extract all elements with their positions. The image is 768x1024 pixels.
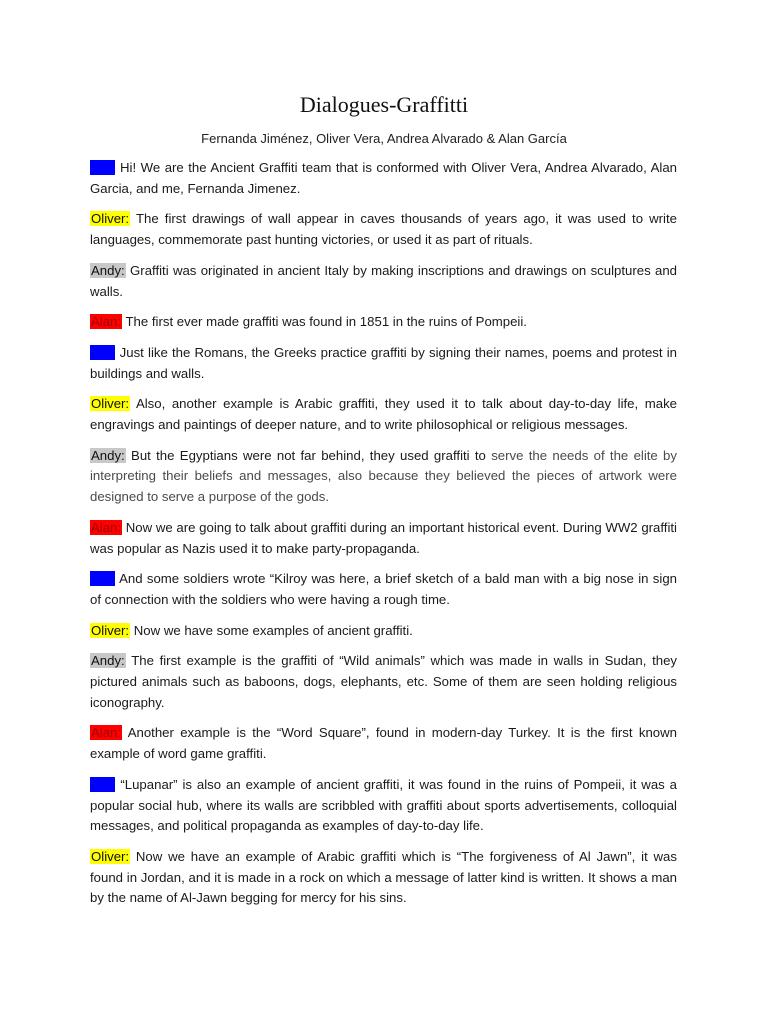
dialogue-paragraph	[90, 446, 677, 508]
dialogue-text: Now we are going to talk about graffiti during an important historical event. During WW2 graffiti was popular as Nazis used it to make party-propaganda.	[90, 519, 677, 556]
dialogue-text: But the Egyptians were not far behind, they used graffiti to	[131, 447, 486, 463]
dialogue-text: Now we have some examples of ancient graffiti.	[133, 622, 413, 638]
speaker-label-fer: Fer:	[91, 160, 115, 175]
speaker-label-andy: Andy:	[91, 262, 125, 278]
dialogue-text-continued: serve the needs of the elite by interpreting their beliefs and messages, also because they believed the pieces of artwork were designed to serve a purpose of the gods.	[90, 447, 677, 505]
dialogue-text: Now we have an example of Arabic graffiti which is “The forgiveness of Al Jawn”, it was found in Jordan, and it is made in a rock on which a message of latter kind is written. It shows a man by the name of Al-Jawn begging for mercy for his sins.	[90, 848, 677, 906]
speaker-label-fer: Fer:	[91, 571, 115, 587]
dialogue-paragraph	[90, 723, 677, 764]
dialogue-paragraph	[90, 209, 677, 250]
dialogue-paragraph	[90, 158, 677, 199]
dialogue-paragraph	[90, 775, 677, 837]
dialogue-text: And some soldiers wrote “Kilroy was here, a brief sketch of a bald man with a big nose in sign of connection with the soldiers who were having a rough time.	[90, 571, 677, 607]
speaker-label-fer: Fer:	[91, 344, 115, 360]
dialogue-paragraph	[90, 847, 677, 909]
speaker-label-alan: Alan:	[91, 314, 122, 330]
dialogue-text: Also, another example is Arabic graffiti, they used it to talk about day-to-day life, make engravings and paintings of deeper nature, and to write philosophical or religious messages.	[90, 396, 677, 433]
dialogue-text: “Lupanar” is also an example of ancient graffiti, it was found in the ruins of Pompeii, it was a popular social hub, where its walls are scribbled with graffiti about sports advertisements, colloquial messages, and political propaganda as examples of day-to-day life.	[90, 776, 677, 834]
dialogue-paragraph	[90, 394, 677, 435]
dialogue-paragraph	[90, 651, 677, 713]
dialogue-text: The first drawings of wall appear in caves thousands of years ago, it was used to write languages, commemorate past hunting victories, or used it as part of rituals.	[90, 211, 677, 248]
speaker-label-oliver: Oliver:	[91, 211, 130, 227]
document-title: Dialogues-Graffitti	[299, 92, 469, 117]
dialogue-text: Another example is the “Word Square”, found in modern-day Turkey. It is the first known example of word game graffiti.	[90, 725, 678, 762]
dialogue-text: The first example is the graffiti of “Wild animals” which was made in walls in Sudan, they pictured animals such as baboons, dogs, elephants, etc. Some of them are seen holding religious iconography.	[90, 653, 677, 710]
dialogue-text: Just like the Romans, the Greeks practice graffiti by signing their names, poems and protest in buildings and walls.	[90, 344, 677, 381]
dialogue-paragraph	[90, 518, 677, 559]
dialogue-paragraph	[90, 569, 677, 610]
dialogue-paragraph	[90, 343, 677, 384]
speaker-label-oliver: Oliver:	[91, 622, 130, 638]
speaker-label-fer: Fer:	[91, 776, 115, 792]
dialogue-body	[90, 158, 677, 919]
dialogue-text: The first ever made graffiti was found in 1851 in the ruins of Pompeii.	[125, 314, 527, 330]
dialogue-text: Hi! We are the Ancient Graffiti team that is conformed with Oliver Vera, Andrea Alvarado, Alan Garcia, and me, Fernanda Jimenez.	[90, 160, 677, 196]
document-authors: Fernanda Jiménez, Oliver Vera, Andrea Alvarado & Alan García	[201, 131, 567, 146]
speaker-label-oliver: Oliver:	[91, 396, 130, 412]
speaker-label-andy: Andy:	[91, 447, 125, 463]
speaker-label-alan: Alan:	[91, 519, 122, 535]
speaker-label-alan: Alan:	[91, 725, 122, 741]
dialogue-paragraph	[90, 621, 677, 642]
speaker-label-andy: Andy:	[91, 653, 125, 669]
dialogue-text: Graffiti was originated in ancient Italy by making inscriptions and drawings on sculptures and walls.	[90, 262, 677, 299]
dialogue-paragraph	[90, 312, 677, 333]
dialogue-paragraph	[90, 261, 677, 302]
speaker-label-oliver: Oliver:	[91, 848, 130, 864]
